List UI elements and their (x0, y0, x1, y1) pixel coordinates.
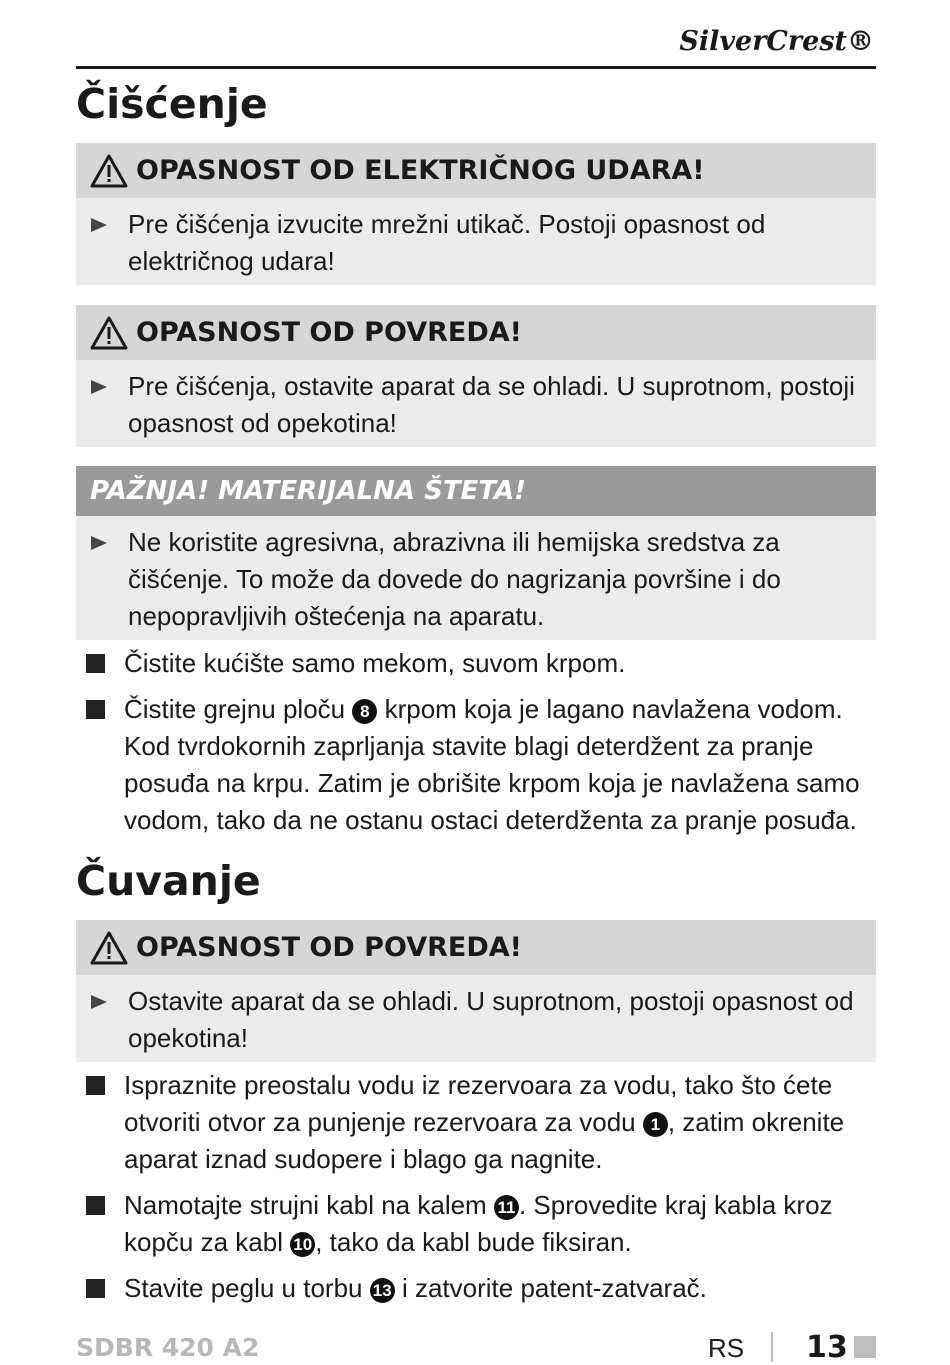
part-number-badge: 11 (494, 1195, 519, 1220)
arrow-bullet-icon (91, 995, 107, 1009)
list-item-text: Ispraznite preostalu vodu iz rezervoara za vodu, tako što ćete otvoriti otvor za punjenje rezervoara za vodu 1 , zatim okrenite aparat iznad sudopere i blago ga nagnite. (124, 1070, 845, 1174)
part-number-badge: 8 (352, 699, 377, 724)
list-item-text: Namotajte strujni kabl na kalem 11 . Sprovedite kraj kabla kroz kopču za kabl 10 , tako da kabl bude fiksiran. (124, 1190, 833, 1257)
warning-text: Pre čišćenja izvucite mrežni utikač. Postoji opasnost od električnog udara! (128, 209, 766, 276)
part-number-badge: 10 (290, 1232, 315, 1257)
warning-text: Pre čišćenja, ostavite aparat da se ohladi. U suprotnom, postoji opasnost od opekotina! (128, 371, 855, 438)
warning-heading: OPASNOST OD POVREDA! (136, 317, 522, 348)
list-item-text: Stavite peglu u torbu 13 i zatvorite patent-zatvarač. (124, 1273, 707, 1303)
caution-heading: PAŽNJA! MATERIJALNA ŠTETA! (90, 476, 527, 506)
footer-divider (771, 1332, 773, 1362)
arrow-bullet-icon (91, 218, 107, 232)
warning-box-injury (76, 305, 876, 447)
header-rule (76, 66, 876, 69)
warning-heading: OPASNOST OD ELEKTRIČNOG UDARA! (136, 155, 705, 186)
warning-item (76, 975, 876, 1065)
warning-box-electric (76, 143, 876, 285)
page-number: 13 (806, 1330, 848, 1365)
square-bullet-icon (86, 1196, 105, 1215)
list-item (76, 1187, 876, 1261)
warning-header (76, 305, 876, 360)
footer-square-icon (854, 1336, 876, 1358)
list-item (76, 1270, 876, 1307)
arrow-bullet-icon (91, 536, 107, 550)
square-bullet-icon (86, 700, 105, 719)
warning-header (76, 920, 876, 975)
section-title-cleaning: Čišćenje (76, 80, 268, 128)
warning-heading: OPASNOST OD POVREDA! (136, 932, 522, 963)
list-item (76, 645, 876, 682)
square-bullet-icon (86, 654, 105, 673)
warning-triangle-icon (90, 316, 128, 350)
caution-text: Ne koristite agresivna, abrazivna ili hemijska sredstva za čišćenje. To može da dovede do nagrizanja površine i do nepopravljivih oštećenja na aparatu. (128, 527, 781, 631)
warning-text: Ostavite aparat da se ohladi. U suprotnom, postoji opasnost od opekotina! (128, 986, 854, 1053)
warning-item (76, 198, 876, 288)
caution-header (76, 466, 876, 516)
square-bullet-icon (86, 1279, 105, 1298)
brand-logo: SilverCrest® (679, 26, 874, 57)
footer-language: RS (708, 1333, 745, 1363)
warning-header (76, 143, 876, 198)
warning-triangle-icon (90, 931, 128, 965)
section-title-storage: Čuvanje (76, 857, 261, 905)
list-item-text: Čistite grejnu ploču 8 krpom koja je lagano navlažena vodom. Kod tvrdokornih zaprljanja stavite blagi deterdžent za pranje posuđa na krpu. Zatim je obrišite krpom koja je navlažena samo vodom, tako da ne ostanu ostaci deterdženta za pranje posuđa. (124, 694, 860, 835)
warning-item (76, 360, 876, 450)
warning-box-storage-injury (76, 920, 876, 1062)
footer-model: SDBR 420 A2 (76, 1333, 260, 1362)
square-bullet-icon (86, 1076, 105, 1095)
list-item (76, 691, 876, 839)
caution-item (76, 516, 876, 643)
warning-triangle-icon (90, 154, 128, 188)
list-item-text: Čistite kućište samo mekom, suvom krpom. (124, 648, 626, 678)
part-number-badge: 1 (643, 1112, 668, 1137)
part-number-badge: 13 (370, 1278, 395, 1303)
caution-box-material (76, 466, 876, 640)
arrow-bullet-icon (91, 380, 107, 394)
list-item (76, 1067, 876, 1178)
